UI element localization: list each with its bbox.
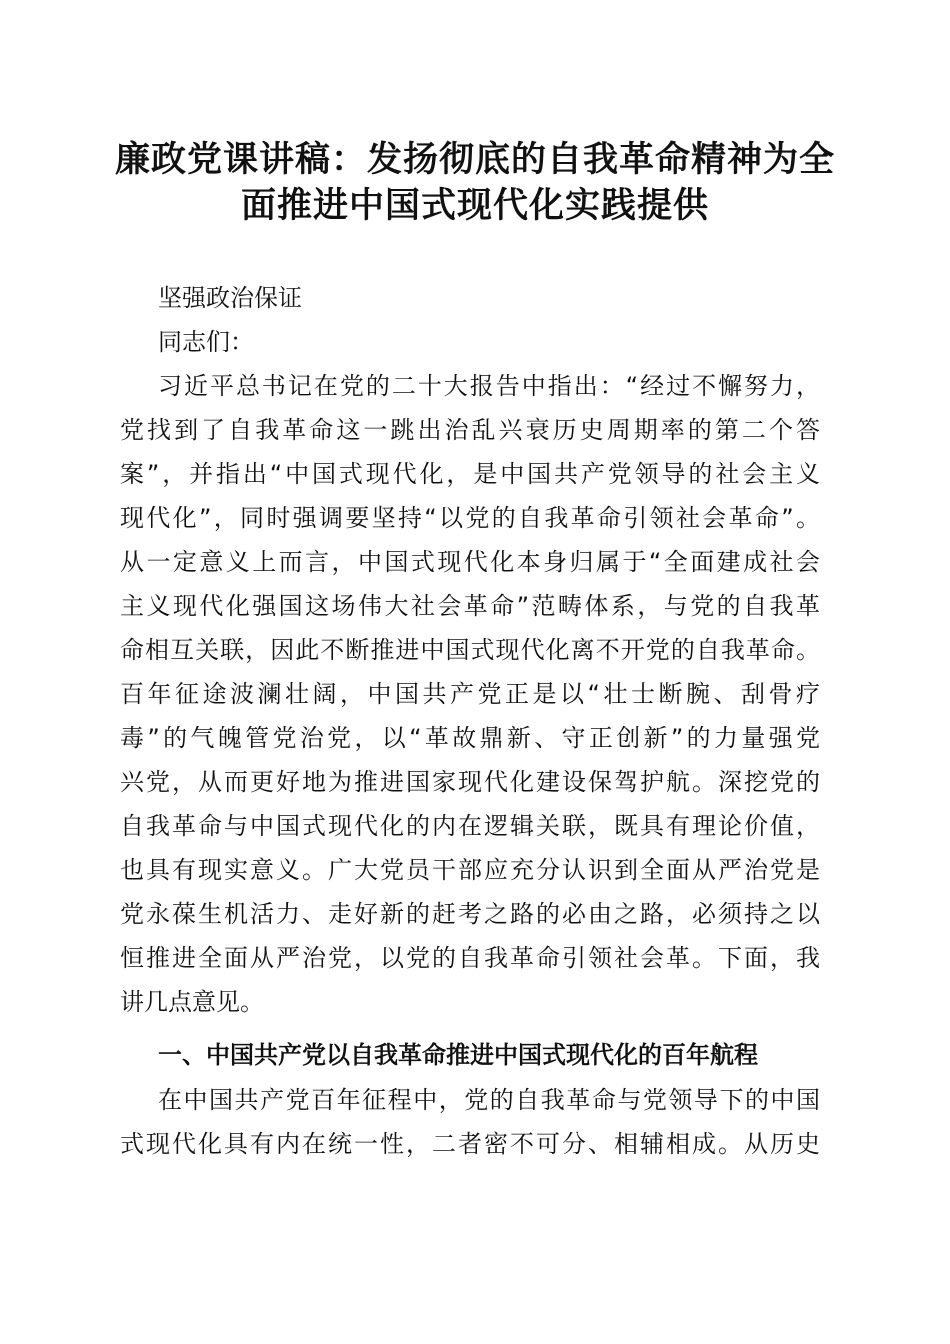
document-subtitle: 坚强政治保证 [158,284,302,312]
paragraph1-line: 党永葆生机活力、走好新的赶考之路的必由之路，必须持之以 [120,900,820,928]
paragraph2-line: 在中国共产党百年征程中，党的自我革命与党领导下的中国 [158,1086,820,1114]
paragraph1-line: 主义现代化强国这场伟大社会革命”范畴体系，与党的自我革 [120,592,820,620]
paragraph1-line: 兴党，从而更好地为推进国家现代化建设保驾护航。深挖党的 [120,768,820,796]
paragraph1-line: 百年征途波澜壮阔，中国共产党正是以“壮士断腕、刮骨疗 [120,680,820,708]
paragraph1-line: 自我革命与中国式现代化的内在逻辑关联，既具有理论价值， [120,812,820,840]
paragraph1-line: 习近平总书记在党的二十大报告中指出：“经过不懈努力， [158,372,820,400]
paragraph1-line: 案”，并指出“中国式现代化，是中国共产党领导的社会主义 [120,460,820,488]
paragraph2-line: 式现代化具有内在统一性，二者密不可分、相辅相成。从历史 [120,1130,820,1158]
paragraph1-line: 也具有现实意义。广大党员干部应充分认识到全面从严治党是 [120,856,820,884]
paragraph1-line: 党找到了自我革命这一跳出治乱兴衰历史周期率的第二个答 [120,416,820,444]
document-title-line-2: 面推进中国式现代化实践提供 [240,185,709,226]
document-title-line-1: 廉政党课讲稿：发扬彻底的自我革命精神为全 [114,139,835,180]
paragraph1-line: 讲几点意见。 [120,988,264,1016]
paragraph1-line: 现代化”，同时强调要坚持“以党的自我革命引领社会革命”。 [120,504,820,532]
paragraph1-line: 从一定意义上而言，中国式现代化本身归属于“全面建成社会 [120,548,820,576]
paragraph1-line: 恒推进全面从严治党，以党的自我革命引领社会革。下面，我 [120,944,820,972]
salutation: 同志们： [158,328,254,356]
section1-heading: 一、中国共产党以自我革命推进中国式现代化的百年航程 [158,1041,758,1069]
paragraph1-line: 命相互关联，因此不断推进中国式现代化离不开党的自我革命。 [120,636,820,664]
paragraph1-line: 毒”的气魄管党治党，以“革故鼎新、守正创新”的力量强党 [120,724,820,752]
